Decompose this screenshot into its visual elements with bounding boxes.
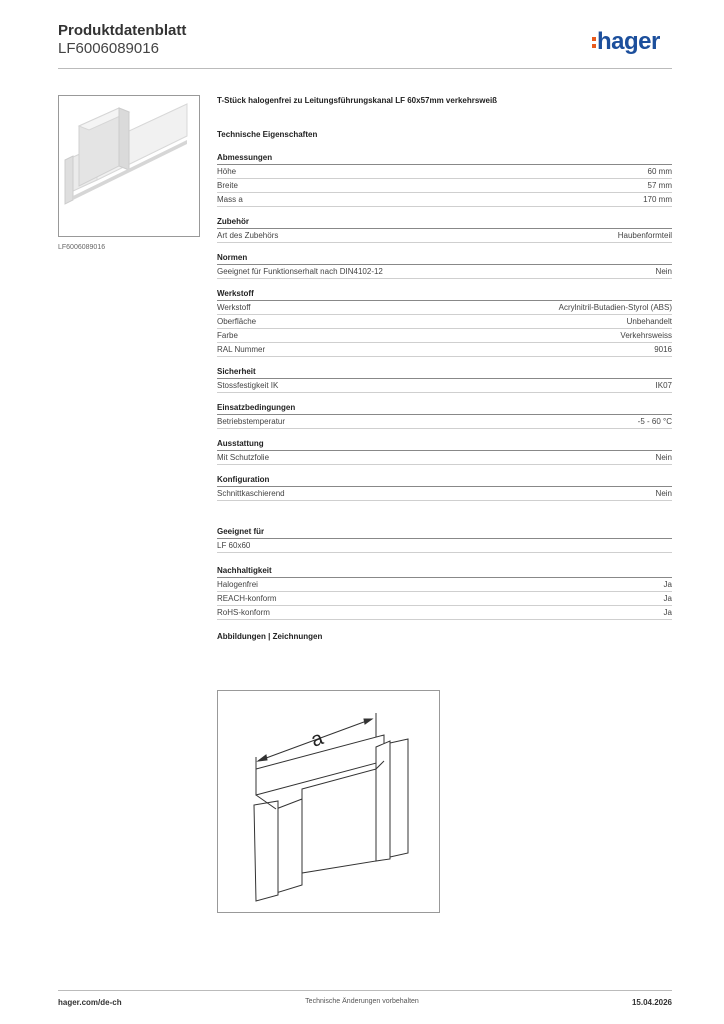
technical-properties-heading: Technische Eigenschaften [217, 130, 318, 139]
section-title: Nachhaltigkeit [217, 565, 672, 578]
footer-divider [58, 990, 672, 991]
property-label: Stossfestigkeit IK [217, 381, 279, 390]
page-title: Produktdatenblatt [58, 22, 187, 39]
property-section [217, 474, 672, 501]
section-title: Abmessungen [217, 152, 672, 165]
property-value: Ja [663, 580, 672, 589]
website-link[interactable]: hager.com/de-ch [58, 998, 122, 1007]
property-row [217, 415, 672, 429]
property-row [217, 315, 672, 329]
property-label: Betriebstemperatur [217, 417, 286, 426]
section-title: Zubehör [217, 216, 672, 229]
property-row [217, 229, 672, 243]
dimension-label: a [308, 727, 327, 752]
property-label: Art des Zubehörs [217, 231, 279, 240]
property-label: Mass a [217, 195, 243, 204]
logo-text: hager [597, 28, 660, 55]
property-row [217, 179, 672, 193]
property-label: RoHS-konform [217, 608, 270, 617]
property-row [217, 329, 672, 343]
section-title: Geeignet für [217, 526, 672, 539]
property-label: Höhe [217, 167, 237, 176]
image-caption: LF6006089016 [58, 244, 106, 251]
dimension-drawing [218, 691, 439, 912]
section-title: Ausstattung [217, 438, 672, 451]
property-value: Acrylnitril-Butadien-Styrol (ABS) [558, 303, 672, 312]
property-value: Ja [663, 608, 672, 617]
property-label: Werkstoff [217, 303, 251, 312]
property-section [217, 288, 672, 357]
property-value: Unbehandelt [626, 317, 672, 326]
disclaimer: Technische Änderungen vorbehalten [305, 998, 419, 1005]
property-value: Nein [655, 453, 672, 462]
hager-logo [592, 28, 660, 56]
property-row [217, 165, 672, 179]
section-title: Einsatzbedingungen [217, 402, 672, 415]
property-label: RAL Nummer [217, 345, 266, 354]
header-divider [58, 68, 672, 69]
property-row [217, 592, 672, 606]
property-row [217, 606, 672, 620]
product-photo [59, 96, 199, 236]
property-label: Mit Schutzfolie [217, 453, 270, 462]
property-label: Breite [217, 181, 238, 190]
property-label: Oberfläche [217, 317, 257, 326]
product-image [58, 95, 200, 237]
property-label: Farbe [217, 331, 238, 340]
product-title: T-Stück halogenfrei zu Leitungsführungskanal LF 60x57mm verkehrsweiß [217, 96, 498, 105]
property-section [217, 438, 672, 465]
property-row [217, 539, 672, 553]
property-section [217, 152, 672, 207]
sustainability-section [217, 565, 672, 620]
property-value: 170 mm [643, 195, 672, 204]
property-row [217, 578, 672, 592]
product-number: LF6006089016 [58, 40, 159, 57]
property-label: Halogenfrei [217, 580, 258, 589]
properties-panel [217, 96, 672, 652]
document-date: 15.04.2026 [631, 998, 672, 1007]
section-title: Sicherheit [217, 366, 672, 379]
property-label: Geeignet für Funktionserhalt nach DIN4102-12 [217, 267, 383, 276]
property-value: IK07 [655, 381, 672, 390]
property-value: Haubenformteil [617, 231, 672, 240]
property-label: Schnittkaschierend [217, 489, 285, 498]
property-value: Nein [655, 267, 672, 276]
property-row [217, 451, 672, 465]
property-section [217, 366, 672, 393]
property-value: -5 - 60 °C [637, 417, 672, 426]
property-section [217, 252, 672, 279]
logo-dots-icon [592, 34, 596, 51]
property-section [217, 402, 672, 429]
property-section [217, 216, 672, 243]
technical-drawing [217, 690, 440, 913]
property-row [217, 265, 672, 279]
property-row [217, 379, 672, 393]
section-title: Normen [217, 252, 672, 265]
property-label: LF 60x60 [217, 541, 251, 550]
suitable-for-section [217, 526, 672, 553]
property-row [217, 487, 672, 501]
property-value: 60 mm [647, 167, 672, 176]
property-value: Verkehrsweiss [620, 331, 672, 340]
property-row [217, 301, 672, 315]
property-sections [217, 152, 672, 501]
images-heading: Abbildungen | Zeichnungen [217, 632, 323, 641]
property-label: REACH-konform [217, 594, 277, 603]
section-title: Konfiguration [217, 474, 672, 487]
property-row [217, 343, 672, 357]
property-row [217, 193, 672, 207]
property-value: Nein [655, 489, 672, 498]
property-value: 57 mm [647, 181, 672, 190]
property-value: Ja [663, 594, 672, 603]
property-value: 9016 [654, 345, 672, 354]
section-title: Werkstoff [217, 288, 672, 301]
